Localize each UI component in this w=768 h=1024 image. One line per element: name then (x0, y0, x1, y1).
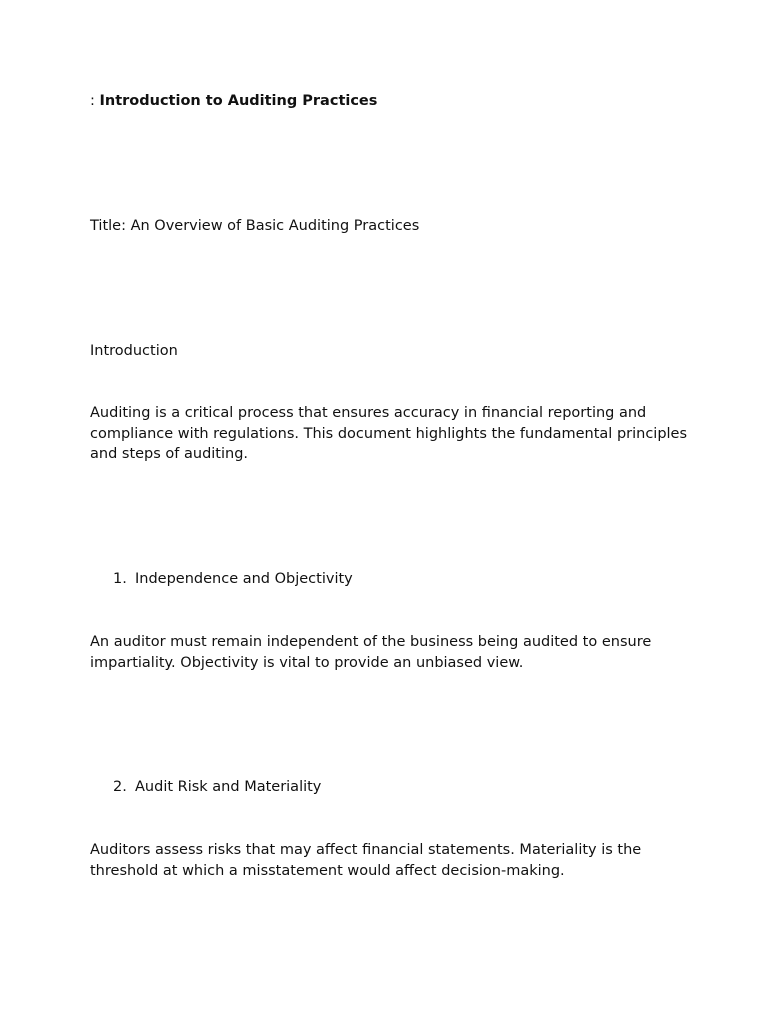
list-item-number: 2. (113, 779, 127, 795)
intro-paragraph: Auditing is a critical process that ensures accuracy in financial reporting and compliance with regulations. This document highlights the fundamental principles and steps of auditing. (90, 405, 688, 462)
list-item-label: Independence and Objectivity (135, 571, 353, 587)
heading-text: Introduction to Auditing Practices (99, 93, 378, 109)
document-title: Title: An Overview of Basic Auditing Practices (90, 218, 420, 234)
audit-risk-paragraph: Auditors assess risks that may affect financial statements. Materiality is the threshold at which a misstatement would affect decision-making. (90, 842, 642, 879)
list-item-number: 1. (113, 571, 127, 587)
list-item-audit-risk (113, 777, 713, 798)
list-item-independence (113, 569, 713, 590)
intro-heading: Introduction (90, 343, 178, 359)
heading-prefix: : (90, 93, 95, 109)
independence-paragraph: An auditor must remain independent of the business being audited to ensure impartiality. Objectivity is vital to provide an unbiased view. (90, 634, 652, 671)
list-item-label: Audit Risk and Materiality (135, 779, 322, 795)
document-heading (90, 91, 690, 112)
